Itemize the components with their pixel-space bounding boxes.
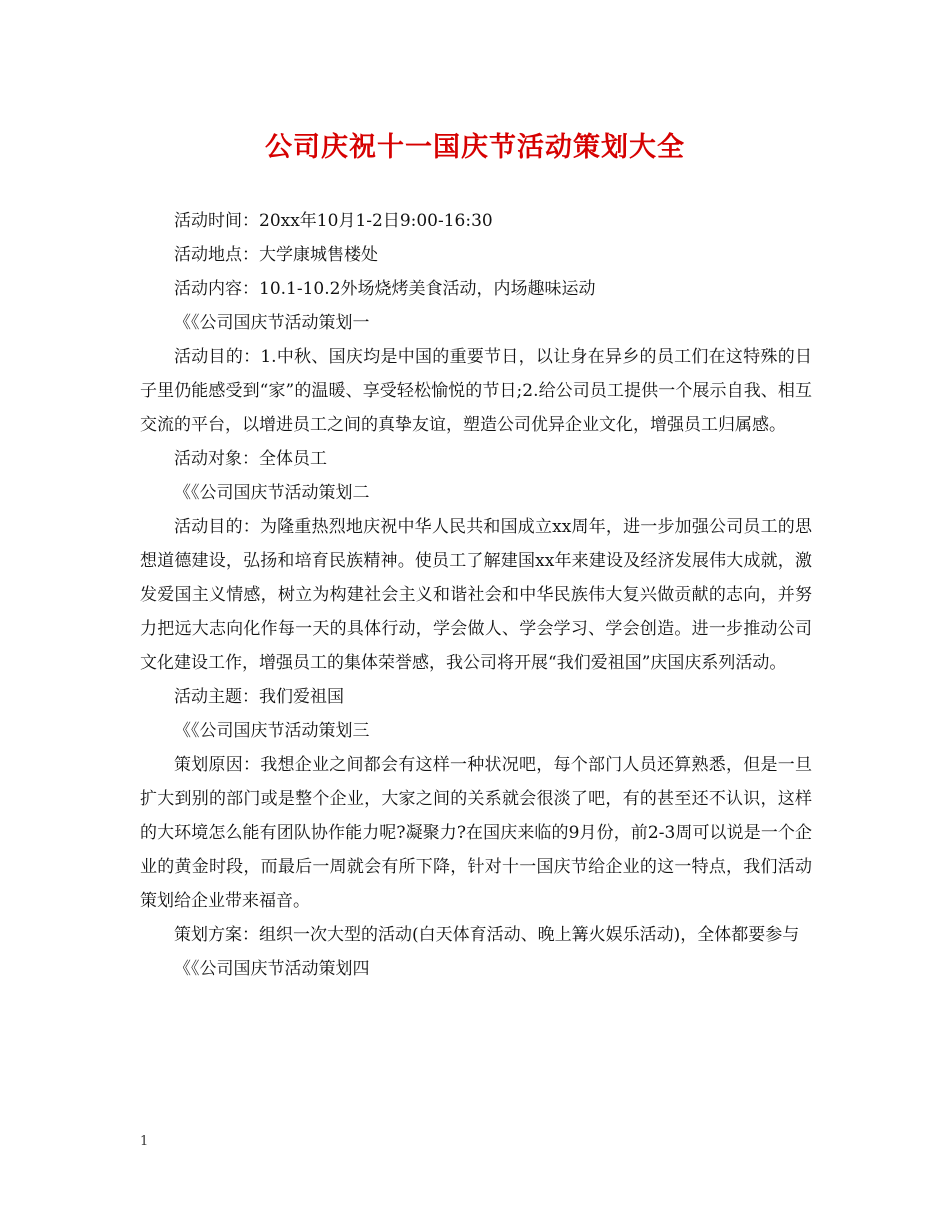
paragraph-activity-location: 活动地点：大学康城售楼处 [174, 245, 378, 265]
paragraph-plan-1-purpose: 活动目的：1.中秋、国庆均是中国的重要节日，以让身在异乡的员工们在这特殊的日子里仍能感受到“家”的温暖、享受轻松愉悦的节日;2.给公司员工提供一个展示自我、相互交流的平台，以增进员工之间的真挚友谊，塑造公司优异企业文化，增强员工归属感。 [140, 347, 812, 435]
paragraph-plan-1-target: 活动对象：全体员工 [174, 449, 327, 469]
paragraph-plan-3-reason: 策划原因：我想企业之间都会有这样一种状况吧，每个部门人员还算熟悉，但是一旦扩大到别的部门或是整个企业，大家之间的关系就会很淡了吧，有的甚至还不认识，这样的大环境怎么能有团队协作能力呢?凝聚力?在国庆来临的9月份，前2-3周可以说是一个企业的黄金时段，而最后一周就会有所下降，针对十一国庆节给企业的这一特点，我们活动策划给企业带来福音。 [140, 755, 812, 911]
paragraph-plan-3-scheme: 策划方案：组织一次大型的活动(白天体育活动、晚上篝火娱乐活动)，全体都要参与 [174, 925, 800, 945]
section-heading-plan-3: 《《公司国庆节活动策划三 [174, 721, 370, 741]
document-title: 公司庆祝十一国庆节活动策划大全 [265, 132, 685, 163]
section-heading-plan-4: 《《公司国庆节活动策划四 [174, 959, 370, 979]
paragraph-activity-time: 活动时间：20xx年10月1-2日9:00-16:30 [174, 211, 493, 231]
paragraph-plan-2-theme: 活动主题：我们爱祖国 [174, 687, 344, 707]
page-number: 1 [140, 1134, 149, 1149]
document-body [140, 204, 812, 986]
paragraph-activity-content: 活动内容：10.1-10.2外场烧烤美食活动，内场趣味运动 [174, 279, 596, 299]
section-heading-plan-2: 《《公司国庆节活动策划二 [174, 483, 370, 503]
paragraph-plan-2-purpose: 活动目的：为隆重热烈地庆祝中华人民共和国成立xx周年，进一步加强公司员工的思想道德建设，弘扬和培育民族精神。使员工了解建国xx年来建设及经济发展伟大成就，激发爱国主义情感，树立为构建社会主义和谐社会和中华民族伟大复兴做贡献的志向，并努力把远大志向化作每一天的具体行动，学会做人、学会学习、学会创造。进一步推动公司文化建设工作，增强员工的集体荣誉感，我公司将开展“我们爱祖国”庆国庆系列活动。 [140, 517, 812, 673]
section-heading-plan-1: 《《公司国庆节活动策划一 [174, 313, 370, 333]
